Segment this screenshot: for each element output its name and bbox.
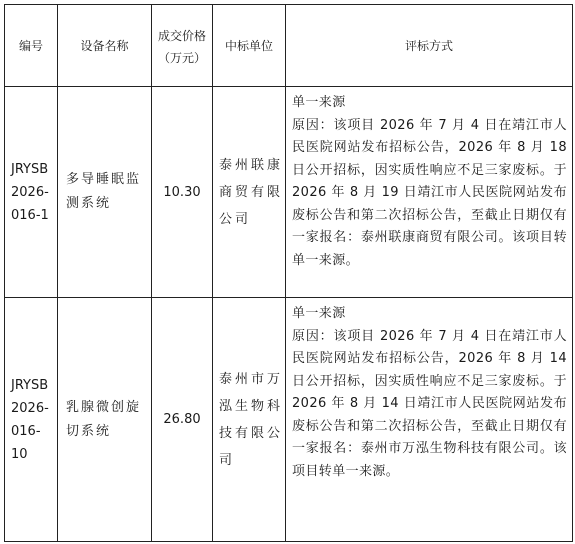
header-code: 编号 bbox=[5, 5, 58, 87]
header-device: 设备名称 bbox=[58, 5, 152, 87]
header-method: 评标方式 bbox=[286, 5, 573, 87]
method-detail: 原因：该项目 2026 年 7 月 4 日在靖江市人民医院网站发布招标公告，2026 年 8 月 14 日公开招标，因实质性响应不足三家废标。于 2026 年 8 月 14 日靖江市人民医院网站发布废标公告和第二次招标公告，至截止日期仅有一家报名：泰州市万泓生物科技有限公司。该项目转单一来源。 bbox=[292, 328, 567, 479]
header-winner: 中标单位 bbox=[213, 5, 286, 87]
table-row bbox=[5, 298, 573, 542]
header-row bbox=[5, 5, 573, 87]
header-price: 成交价格（万元） bbox=[152, 5, 213, 87]
method-detail: 原因：该项目 2026 年 7 月 4 日在靖江市人民医院网站发布招标公告，2026 年 8 月 18 日公开招标，因实质性响应不足三家废标。于 2026 年 8 月 19 日靖江市人民医院网站发布废标公告和第二次招标公告，至截止日期仅有一家报名：泰州联康商贸有限公司。该项目转单一来源。 bbox=[292, 117, 567, 268]
cell-winner: 泰州联康商贸有限公司 bbox=[213, 87, 286, 298]
cell-method bbox=[286, 87, 573, 298]
cell-code: JRYSB 2026-016-10 bbox=[5, 298, 58, 542]
method-title: 单一来源 bbox=[292, 306, 346, 321]
table-row bbox=[5, 87, 573, 298]
cell-price: 10.30 bbox=[152, 87, 213, 298]
procurement-table bbox=[4, 4, 573, 542]
cell-winner: 泰州市万泓生物科技有限公司 bbox=[213, 298, 286, 542]
cell-code: JRYSB 2026-016-1 bbox=[5, 87, 58, 298]
cell-device: 乳腺微创旋切系统 bbox=[58, 298, 152, 542]
cell-method bbox=[286, 298, 573, 542]
cell-device: 多导睡眠监测系统 bbox=[58, 87, 152, 298]
method-title: 单一来源 bbox=[292, 95, 346, 110]
cell-price: 26.80 bbox=[152, 298, 213, 542]
